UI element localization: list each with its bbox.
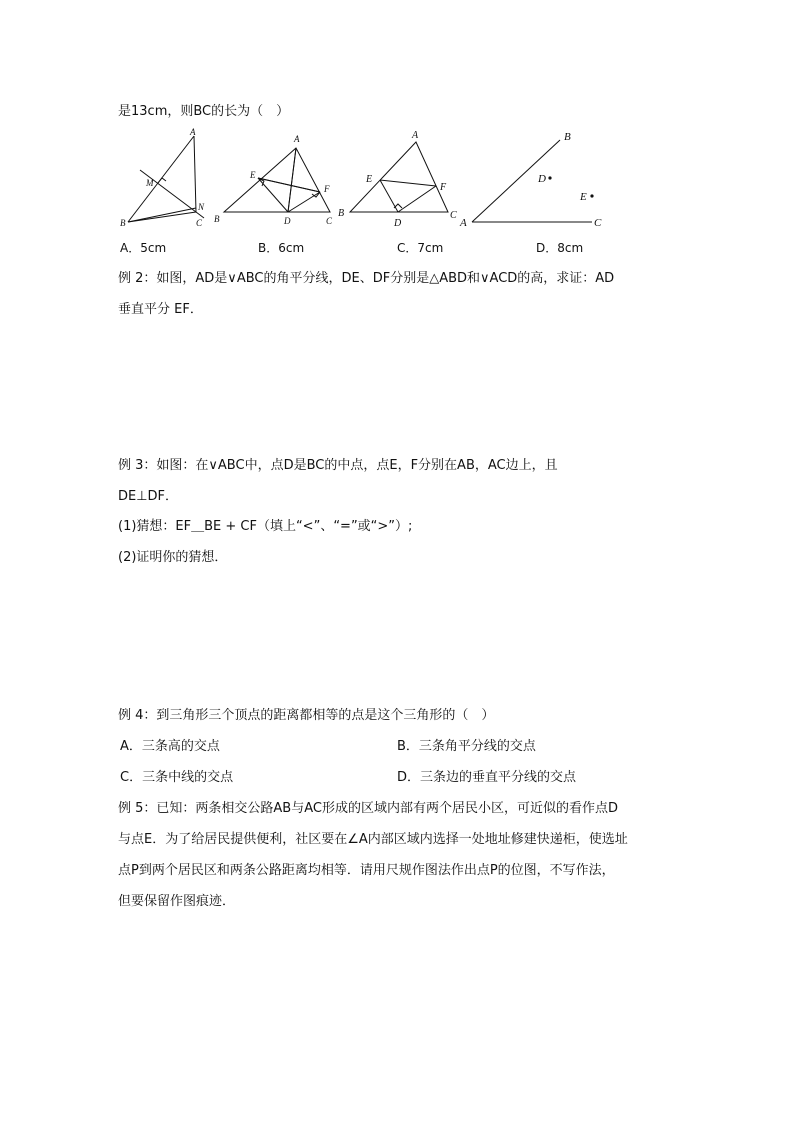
point-e-dot <box>590 194 593 197</box>
example-4-stem: 例 4：到三角形三个顶点的距离都相等的点是这个三角形的（ ） <box>118 708 495 723</box>
example-5-line-2: 与点E．为了给居民提供便利，社区要在∠A内部区域内选择一处地址修建快递柜，使选址 <box>118 832 628 847</box>
example-5-line-1: 例 5：已知：两条相交公路AB与AC形成的区域内部有两个居民小区，可近似的看作点D <box>118 801 618 816</box>
fig2-label-f: F <box>324 184 330 194</box>
ex4-option-d: D．三条边的垂直平分线的交点 <box>397 770 577 785</box>
fig3-label-b: B <box>338 208 345 219</box>
ex4-option-b: B．三条角平分线的交点 <box>397 739 536 754</box>
figure-3-triangle <box>336 128 466 230</box>
fig2-label-b: B <box>214 214 220 224</box>
fig3-label-c: C <box>450 210 457 221</box>
fig3-label-d: D <box>394 218 402 229</box>
fig3-label-e: E <box>366 174 373 185</box>
q1-option-a: A．5cm <box>120 241 167 255</box>
figure-2-triangle <box>212 130 340 230</box>
question-stem: 是13cm，则BC的长为（ ） <box>118 104 290 119</box>
figure-4-angle <box>458 126 608 230</box>
fig3-label-a: A <box>412 130 419 141</box>
fig2-label-d: D <box>284 216 291 226</box>
fig1-label-a: A <box>190 127 196 137</box>
fig2-label-a: A <box>294 134 300 144</box>
fig1-label-c: C <box>196 218 203 228</box>
ex4-option-c: C．三条中线的交点 <box>120 770 234 785</box>
fig4-label-d: D <box>538 173 546 185</box>
fig4-label-c: C <box>594 217 602 229</box>
example-3-line-3: (1)猜想：EF＿BE + CF（填上“<”、“=”或“>”）; <box>118 519 413 534</box>
figure-1-triangle <box>118 126 210 232</box>
example-5-line-3: 点P到两个居民区和两条公路距离均相等．请用尺规作图法作出点P的位图，不写作法， <box>118 863 615 878</box>
fig1-label-m: M <box>146 178 154 188</box>
fig2-label-e: E <box>250 170 256 180</box>
fig2-label-c: C <box>326 216 333 226</box>
fig4-label-b: B <box>564 131 571 143</box>
fig4-label-a: A <box>460 217 467 229</box>
example-3-line-4: (2)证明你的猜想． <box>118 550 228 565</box>
example-2-line-1: 例 2：如图，AD是∨ABC的角平分线，DE、DF分别是△ABD和∨ACD的高，求证：AD <box>118 271 615 286</box>
fig1-label-n: N <box>198 202 205 212</box>
q1-option-d: D．8cm <box>536 241 584 255</box>
example-3-line-1: 例 3：如图：在∨ABC中，点D是BC的中点，点E，F分别在AB，AC边上，且 <box>118 458 558 473</box>
point-d-dot <box>548 176 551 179</box>
ex4-option-a: A．三条高的交点 <box>120 739 220 754</box>
example-2-line-2: 垂直平分 EF． <box>118 302 203 317</box>
example-3-line-2: DE⊥DF． <box>118 489 179 504</box>
q1-option-c: C．7cm <box>397 241 444 255</box>
fig1-label-b: B <box>120 218 126 228</box>
fig4-label-e: E <box>580 191 587 203</box>
q1-option-b: B．6cm <box>258 241 305 255</box>
example-5-line-4: 但要保留作图痕迹． <box>118 894 236 909</box>
fig3-label-f: F <box>440 182 447 193</box>
